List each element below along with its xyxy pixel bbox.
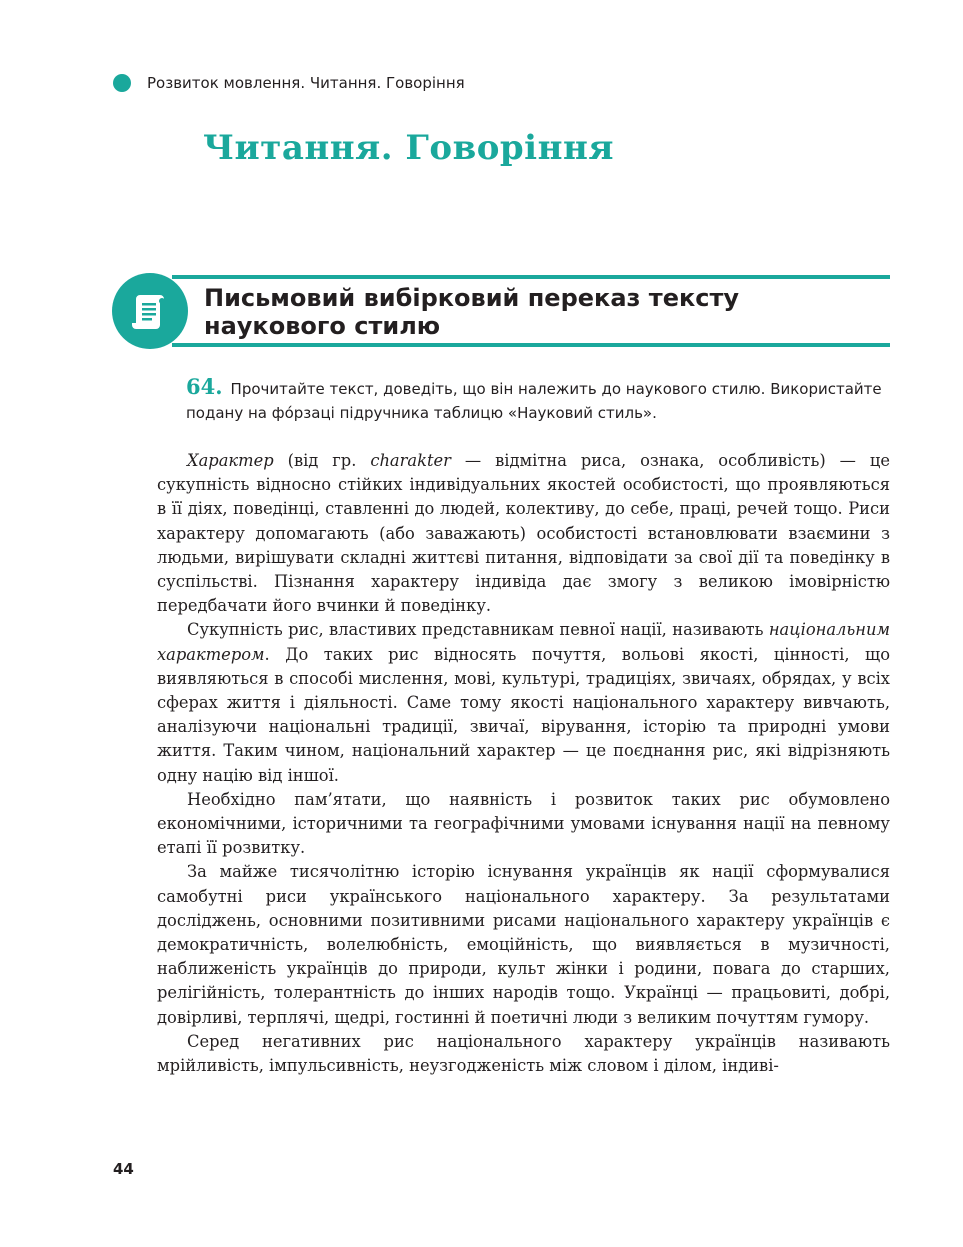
section-title-line1: Письмовий вибірковий переказ тексту (204, 284, 740, 312)
paragraph-2 (157, 618, 890, 787)
paragraph-3: Необхідно пам’ятати, що наявність і розвиток таких рис обумовлено економічними, історичними та географічними умовами існування нації на певному етапі її розвитку. (157, 789, 890, 858)
reading-text (157, 449, 890, 1078)
exercise-instruction: Прочитайте текст, доведіть, що він належить до наукового стилю. Використайте подану на фо́рзаці підручника таблицю «Науковий стиль». (186, 380, 882, 422)
paragraph-4: За майже тисячолітню історію існування українців як нації сформувалися самобутні риси українського національного характеру. За результатами досліджень, основними позитивними рисами національного характеру українців є демократичність, волелюбність, емоційність, що виявляється в музичності, наближеність українців до природи, культ жінки і родини, повага до старших, релігійність, толерантність до інших народів тощо. Українці — працьовиті, добрі, довірливі, терплячі, щедрі, гостинні й поетичні люди з великим почуттям гумору. (157, 862, 890, 1027)
paragraph-2-part-a: Сукупність рис, властивих представникам певної нації, називають (187, 620, 769, 640)
greek-word: charakter (370, 451, 451, 470)
section-top-rule (172, 275, 890, 279)
exercise-64 (186, 374, 890, 425)
page-number: 44 (113, 1160, 134, 1178)
section-heading (112, 273, 890, 351)
paragraph-1 (157, 449, 890, 618)
term-national-character: національним характером (157, 620, 890, 664)
paragraph-1-part-b: — відмітна риса, ознака, особливість) — це сукупність відносно стійких індивідуальних якостей особистості, що проявляються в її діях, поведінці, ставленні до людей, колективу, до себе, праці, речей тощо. Риси характеру допомагають (або заважають) особистості встановлювати взаємини з людьми, вирішувати складні життєві питання, відповідати за свої дії та поведінку в суспільстві. Пізнання характеру індивіда дає змогу з великою імовірністю передбачати його вчинки й поведінку. (157, 451, 890, 616)
paragraph-1-part-a: (від гр. (273, 451, 371, 470)
section-title-line2: наукового стилю (204, 312, 441, 340)
running-header (113, 72, 465, 94)
exercise-number: 64. (186, 374, 223, 399)
paragraph-5: Серед негативних рис національного характеру українців називають мрійливість, імпульсивність, неузгодженість між словом і ділом, індиві- (157, 1031, 890, 1076)
section-title (204, 284, 739, 340)
bullet-dot-icon (113, 74, 131, 92)
paragraph-2-part-b: . До таких рис відносять почуття, вольові якості, цінності, що виявляються в способі мислення, мові, культурі, традиціях, звичаях, обрядах, у всіх сферах життя і діяльності. Саме тому якості національного характеру вивчають, аналізуючи національні традиції, звичаї, вірування, історію та природні умови життя. Таким чином, національний характер — це поєднання рис, які відрізняють одну націю від іншої. (157, 644, 890, 785)
term-character: Характер (187, 451, 274, 470)
scroll-icon (128, 289, 172, 333)
section-badge (112, 273, 188, 349)
running-header-text: Розвиток мовлення. Читання. Говоріння (147, 74, 465, 92)
chapter-title: Читання. Говоріння (203, 128, 614, 168)
section-bottom-rule (172, 343, 890, 347)
